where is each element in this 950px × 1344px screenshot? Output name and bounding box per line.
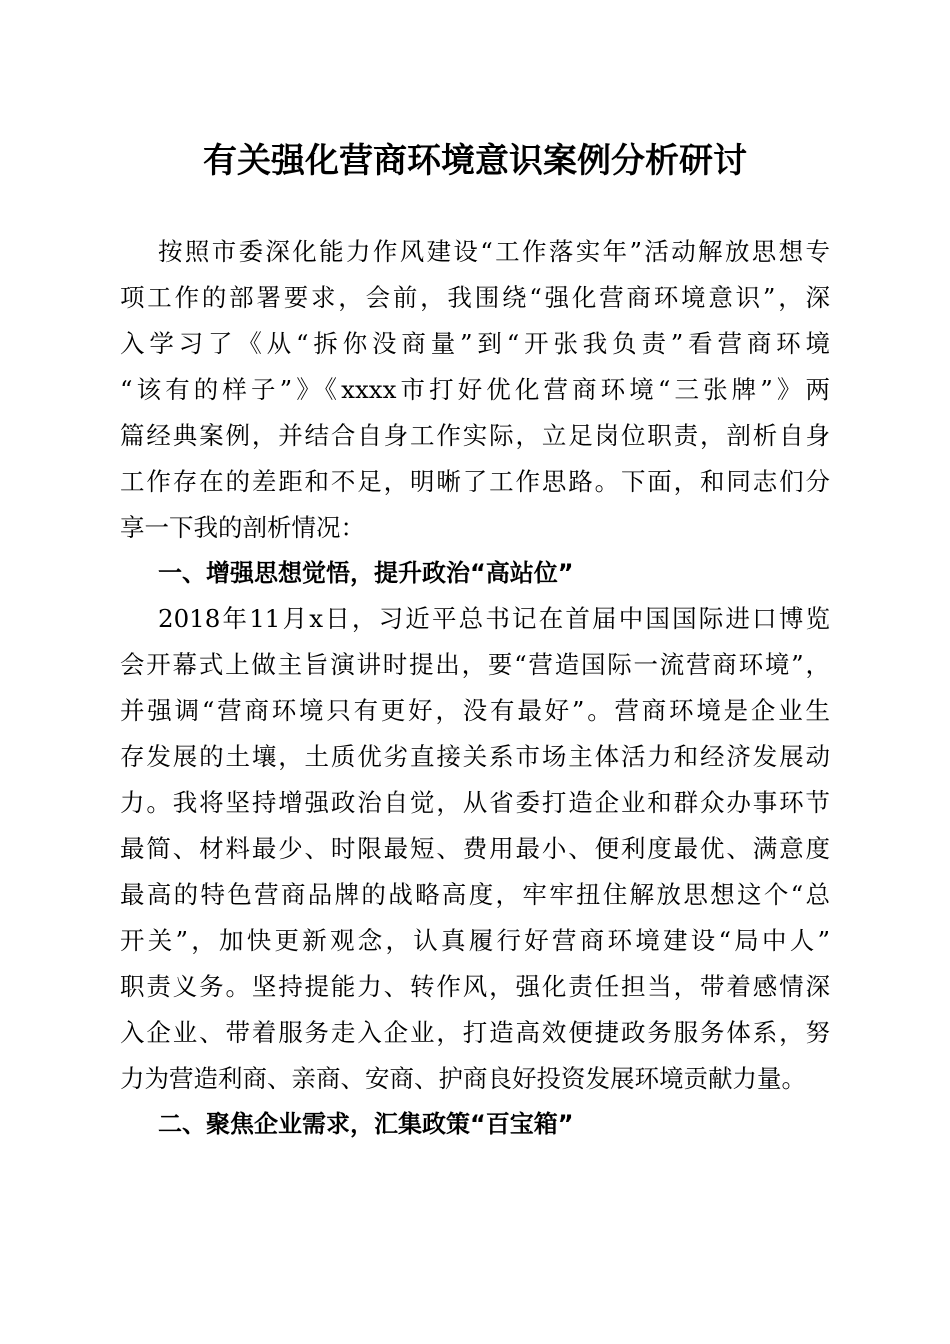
body-line: 按照市委深化能力作风建设“工作落实年”活动解放思想专 (158, 237, 830, 266)
body-line: 最简、材料最少、时限最短、费用最小、便利度最优、满意度 (120, 834, 830, 863)
body-line: 并强调“营商环境只有更好，没有最好”。营商环境是企业生 (120, 696, 830, 725)
section-heading: 二、聚焦企业需求，汇集政策“百宝箱” (158, 1110, 574, 1138)
body-line: 项工作的部署要求，会前，我围绕“强化营商环境意识”，深 (120, 283, 830, 312)
body-line: 存发展的土壤，土质优劣直接关系市场主体活力和经济发展动 (120, 742, 830, 771)
body-line: 入学习了《从“拆你没商量”到“开张我负责”看营商环境 (120, 329, 830, 358)
body-line: 入企业、带着服务走入企业，打造高效便捷政务服务体系，努 (120, 1018, 830, 1047)
body-line: 享一下我的剖析情况： (120, 513, 365, 542)
body-line: 篇经典案例，并结合自身工作实际，立足岗位职责，剖析自身 (120, 421, 830, 450)
body-line: 力为营造利商、亲商、安商、护商良好投资发展环境贡献力量。 (120, 1064, 806, 1093)
body-line: 职责义务。坚持提能力、转作风，强化责任担当，带着感情深 (120, 972, 830, 1001)
section-heading: 一、增强思想觉悟，提升政治“高站位” (158, 559, 574, 587)
body-line: “该有的样子”》《xxxx市打好优化营商环境“三张牌”》两 (120, 375, 830, 404)
body-line: 2018年11月x日，习近平总书记在首届中国国际进口博览 (158, 604, 830, 633)
body-line: 工作存在的差距和不足，明晰了工作思路。下面，和同志们分 (120, 467, 830, 496)
body-line: 开关”，加快更新观念，认真履行好营商环境建设“局中人” (120, 926, 830, 955)
body-line: 最高的特色营商品牌的战略高度，牢牢扭住解放思想这个“总 (120, 880, 830, 909)
body-line: 力。我将坚持增强政治自觉，从省委打造企业和群众办事环节 (120, 788, 830, 817)
body-line: 会开幕式上做主旨演讲时提出，要“营造国际一流营商环境”， (120, 650, 830, 679)
document-title: 有关强化营商环境意识案例分析研讨 (203, 141, 747, 181)
